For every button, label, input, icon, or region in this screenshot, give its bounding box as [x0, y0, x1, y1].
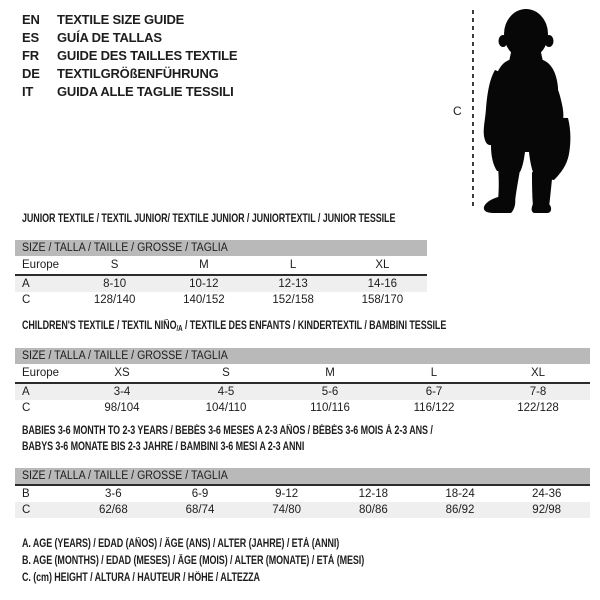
table-row-a: [15, 384, 590, 400]
lang-code: FR: [22, 48, 39, 63]
row-label: Europe: [22, 259, 60, 271]
size-col-header: M: [325, 367, 335, 379]
lang-row-fr: [22, 47, 237, 65]
table-cell: 92/98: [532, 504, 562, 516]
lang-title: TEXTILE SIZE GUIDE: [57, 12, 185, 27]
table-row-europe: [15, 256, 427, 274]
table-cell: 158/170: [361, 294, 404, 306]
children-title-pre: CHILDREN'S TEXTILE / TEXTIL NIÑO: [22, 320, 177, 332]
children-title-post: / TEXTILE DES ENFANTS / KINDERTEXTIL / BAMBINI TESSILE: [182, 320, 447, 332]
lang-code: DE: [22, 66, 40, 81]
table-cell: 68/74: [185, 504, 215, 516]
table-cell: 6-9: [191, 488, 209, 500]
toddler-silhouette-icon: [479, 4, 597, 214]
table-cell: 18-24: [445, 488, 475, 500]
table-cell: 74/80: [272, 504, 302, 516]
table-cell: 8-10: [103, 278, 127, 290]
table-cell: 24-36: [531, 488, 562, 500]
size-col-header: L: [430, 367, 438, 379]
row-label: A: [22, 386, 30, 398]
lang-code: IT: [22, 84, 34, 99]
table-cell: 10-12: [189, 278, 219, 290]
table-cell: 128/140: [93, 294, 136, 306]
table-cell: 122/128: [517, 402, 559, 414]
table-cell: 7-8: [529, 386, 547, 398]
table-cell: 6-7: [425, 386, 443, 398]
lang-code: EN: [22, 12, 40, 27]
babies-section-title-line1: BABIES 3-6 MONTH TO 2-3 YEARS / BEBÉS 3-6 MESES A 2-3 AÑOS / BÉBÉS 3-6 MOIS À 2-3 ANS /: [22, 425, 433, 437]
lang-row-es: [22, 29, 237, 47]
children-size-table: [15, 348, 590, 416]
size-col-header: XL: [375, 259, 390, 271]
size-bar-label: SIZE / TALLA / TAILLE / GRÖSSE / TAGLIA: [22, 350, 228, 362]
table-row-b: [15, 486, 590, 502]
table-cell: 9-12: [275, 488, 299, 500]
size-col-header: S: [222, 367, 230, 379]
footnote-age-months: B. AGE (MONTHS) / EDAD (MESES) / ÂGE (MOIS) / ALTER (MONATE) / ETÀ (MESI): [22, 555, 365, 567]
table-cell: 5-6: [321, 386, 339, 398]
table-cell: 12-18: [358, 488, 389, 500]
table-cell: 152/158: [272, 294, 314, 306]
height-measure-dashed-line: [472, 10, 474, 206]
row-label: C: [22, 402, 31, 414]
size-col-header: XL: [530, 367, 546, 379]
size-bar: [15, 348, 590, 364]
table-cell: 140/152: [183, 294, 225, 306]
junior-size-table: [15, 240, 427, 308]
language-title-block: [22, 11, 237, 101]
children-title-sub: /A: [176, 324, 183, 333]
table-row-c: [15, 292, 427, 308]
table-cell: 3-4: [113, 386, 131, 398]
table-cell: 80/86: [358, 504, 388, 516]
table-cell: 116/122: [413, 402, 455, 414]
table-cell: 110/116: [310, 402, 350, 414]
row-label: Europe: [22, 367, 60, 379]
size-col-header: XS: [114, 367, 130, 379]
lang-code: ES: [22, 30, 39, 45]
babies-section-title-line2: BABYS 3-6 MONATE BIS 2-3 JAHRE / BAMBINI 3-6 MESI A 2-3 ANNI: [22, 441, 305, 453]
lang-title: GUIDE DES TAILLES TEXTILE: [57, 48, 238, 63]
row-label: B: [22, 488, 30, 500]
table-row-c: [15, 502, 590, 518]
table-cell: 4-5: [217, 386, 235, 398]
size-col-header: S: [110, 259, 119, 271]
size-col-header: M: [199, 259, 209, 271]
table-row-c: [15, 400, 590, 416]
lang-row-it: [22, 83, 237, 101]
table-cell: 62/68: [98, 504, 128, 516]
table-cell: 98/104: [104, 402, 140, 414]
junior-section-title: JUNIOR TEXTILE / TEXTIL JUNIOR/ TEXTILE JUNIOR / JUNIORTEXTIL / JUNIOR TESSILE: [22, 213, 396, 225]
lang-row-de: [22, 65, 237, 83]
footnote-age-years: A. AGE (YEARS) / EDAD (AÑOS) / ÂGE (ANS) / ALTER (JAHRE) / ETÀ (ANNI): [22, 538, 340, 550]
size-bar-label: SIZE / TALLA / TAILLE / GRÖSSE / TAGLIA: [22, 242, 228, 254]
size-col-header: L: [289, 259, 297, 271]
size-bar: [15, 240, 427, 256]
table-row-europe: [15, 364, 590, 382]
table-cell: 104/110: [205, 402, 247, 414]
lang-title: GUÍA DE TALLAS: [57, 30, 162, 45]
size-bar: [15, 468, 590, 484]
table-cell: 86/92: [445, 504, 475, 516]
lang-title: TEXTILGRÖßENFÜHRUNG: [57, 66, 219, 81]
lang-row-en: [22, 11, 237, 29]
lang-title: GUIDA ALLE TAGLIE TESSILI: [57, 84, 234, 99]
footnotes-block: [22, 536, 461, 587]
row-label: C: [22, 294, 31, 306]
babies-size-table: [15, 468, 590, 518]
table-cell: 14-16: [367, 278, 398, 290]
row-label: C: [22, 504, 31, 516]
height-measure-label: C: [453, 104, 462, 118]
footnote-height: C. (cm) HEIGHT / ALTURA / HAUTEUR / HÖHE / ALTEZZA: [22, 572, 260, 584]
row-label: A: [22, 278, 30, 290]
table-cell: 12-13: [278, 278, 308, 290]
table-row-a: [15, 276, 427, 292]
table-cell: 3-6: [105, 488, 122, 500]
size-bar-label: SIZE / TALLA / TAILLE / GRÖSSE / TAGLIA: [22, 470, 228, 482]
children-section-title: [22, 319, 446, 336]
